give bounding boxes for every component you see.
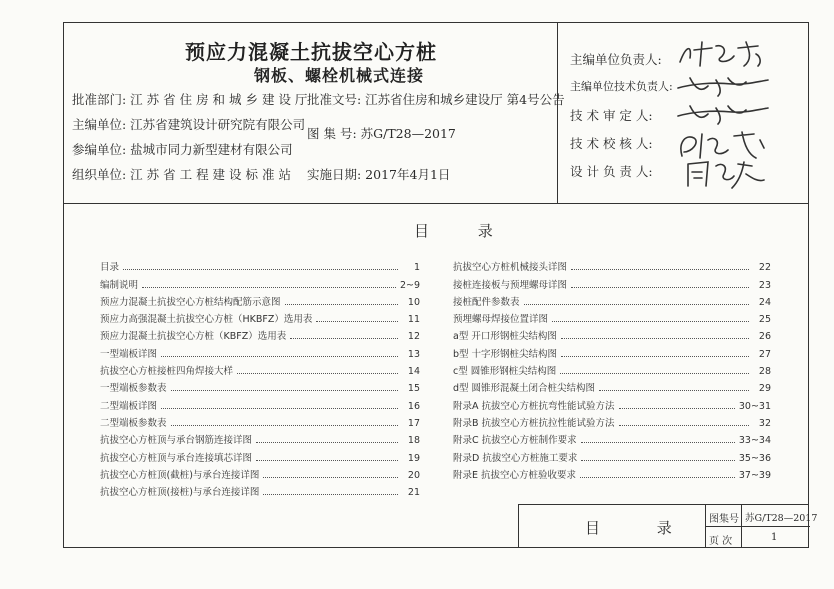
toc-page: 19 xyxy=(407,452,420,464)
toc-row[interactable] xyxy=(100,464,420,481)
toc-right-column xyxy=(453,256,771,481)
toc-title: 接桩配件参数表 xyxy=(453,296,520,308)
toc-dots xyxy=(263,494,398,495)
toc-dots xyxy=(290,338,398,339)
sign-label-chief: 主编单位负责人: xyxy=(570,52,662,67)
toc-page: 16 xyxy=(407,400,420,412)
toc-row[interactable] xyxy=(100,360,420,377)
toc-title: 预埋螺母焊接位置详图 xyxy=(453,314,549,326)
signature-2 xyxy=(672,70,772,100)
toc-dots xyxy=(580,477,735,478)
toc-page: 20 xyxy=(407,469,420,481)
toc-row[interactable] xyxy=(100,412,420,429)
toc-page: 28 xyxy=(758,366,771,378)
toc-dots xyxy=(561,338,749,339)
toc-row[interactable] xyxy=(100,291,420,308)
toc-dots xyxy=(571,287,749,288)
toc-dots xyxy=(552,321,749,322)
approve-doc: 批准文号: 江苏省住房和城乡建设厅 第4号公告 xyxy=(307,92,565,107)
toc-page: 13 xyxy=(407,348,420,360)
atlas-no-value: 苏G/T28—2017 xyxy=(745,513,818,524)
toc-dots xyxy=(619,408,735,409)
toc-page: 30~31 xyxy=(738,400,771,412)
toc-page: 15 xyxy=(407,383,420,395)
toc-title: 目录 xyxy=(100,262,120,274)
signature-3 xyxy=(672,98,772,128)
title-block-title: 目 录 xyxy=(585,519,698,537)
toc-row[interactable] xyxy=(453,446,771,463)
toc-row[interactable] xyxy=(453,377,771,394)
sign-label-tech: 主编单位技术负责人: xyxy=(570,80,673,93)
toc-title: 抗拔空心方桩接桩四角焊接大样 xyxy=(100,366,234,378)
toc-dots xyxy=(161,408,398,409)
toc-row[interactable] xyxy=(453,360,771,377)
atlas-number: 图 集 号: 苏G/T28—2017 xyxy=(307,126,456,141)
toc-dots xyxy=(571,269,749,270)
toc-row[interactable] xyxy=(453,429,771,446)
toc-row[interactable] xyxy=(100,377,420,394)
toc-title: 抗拔空心方桩顶(接桩)与承台连接详图 xyxy=(100,487,260,499)
toc-title: b型 十字形钢桩尖结构图 xyxy=(453,348,558,360)
title-block xyxy=(518,504,818,548)
toc-dots xyxy=(123,269,398,270)
impl-date: 实施日期: 2017年4月1日 xyxy=(307,167,451,182)
toc-row[interactable] xyxy=(453,273,771,290)
toc-dots xyxy=(599,390,749,391)
sign-label-design: 设 计 负 责 人: xyxy=(570,164,653,179)
toc-title: 预应力混凝土抗拔空心方桩结构配筋示意图 xyxy=(100,296,281,308)
toc-row[interactable] xyxy=(100,342,420,359)
toc-dots xyxy=(524,304,749,305)
toc-title: 附录C 抗拔空心方桩制作要求 xyxy=(453,435,577,447)
toc-page: 25 xyxy=(758,314,771,326)
toc-page: 11 xyxy=(407,314,420,326)
toc-row[interactable] xyxy=(100,394,420,411)
toc-title: 一型端板详图 xyxy=(100,348,158,360)
page-value: 1 xyxy=(771,532,778,543)
toc-row[interactable] xyxy=(100,325,420,342)
toc-dots xyxy=(560,373,749,374)
sign-label-review: 技 术 审 定 人: xyxy=(570,108,653,123)
toc-page: 22 xyxy=(758,262,771,274)
org-unit: 组织单位: 江 苏 省 工 程 建 设 标 准 站 xyxy=(72,167,291,182)
toc-title: 抗拔空心方桩顶与承台钢筋连接详图 xyxy=(100,435,253,447)
toc-page: 14 xyxy=(407,366,420,378)
chief-unit: 主编单位: 江苏省建筑设计研究院有限公司 xyxy=(72,117,306,132)
toc-row[interactable] xyxy=(100,273,420,290)
toc-title: a型 开口形钢桩尖结构图 xyxy=(453,331,557,343)
toc-page: 17 xyxy=(407,417,420,429)
toc-row[interactable] xyxy=(453,412,771,429)
toc-page: 32 xyxy=(758,417,771,429)
toc-page: 23 xyxy=(758,279,771,291)
toc-row[interactable] xyxy=(453,325,771,342)
toc-title: 预应力混凝土抗拔空心方桩（KBFZ）选用表 xyxy=(100,331,287,343)
toc-dots xyxy=(285,304,398,305)
toc-title: 附录B 抗拔空心方桩抗拉性能试验方法 xyxy=(453,417,615,429)
toc-page: 27 xyxy=(758,348,771,360)
toc-row[interactable] xyxy=(453,256,771,273)
toc-page: 1 xyxy=(413,262,420,274)
toc-title: 抗拔空心方桩顶与承台连接填芯详图 xyxy=(100,452,253,464)
toc-dots xyxy=(581,460,735,461)
toc-page: 26 xyxy=(758,331,771,343)
toc-dots xyxy=(237,373,398,374)
toc-row[interactable] xyxy=(100,308,420,325)
toc-dots xyxy=(316,321,398,322)
toc-page: 33~34 xyxy=(738,435,771,447)
toc-page: 10 xyxy=(407,296,420,308)
toc-left-column xyxy=(100,256,420,498)
toc-title: 附录A 抗拔空心方桩抗弯性能试验方法 xyxy=(453,400,615,412)
toc-row[interactable] xyxy=(453,464,771,481)
toc-title: 编制说明 xyxy=(100,279,139,291)
toc-row[interactable] xyxy=(453,394,771,411)
page-label: 页 次 xyxy=(709,536,733,547)
toc-row[interactable] xyxy=(453,308,771,325)
toc-title: 接桩连接板与预埋螺母详图 xyxy=(453,279,568,291)
atlas-no-label: 图集号 xyxy=(709,514,739,525)
signature-5 xyxy=(672,156,772,192)
toc-title: 抗拔空心方桩顶(截桩)与承台连接详图 xyxy=(100,469,260,481)
toc-heading: 目 录 xyxy=(414,222,515,240)
toc-page: 18 xyxy=(407,435,420,447)
toc-dots xyxy=(171,390,398,391)
toc-dots xyxy=(561,356,749,357)
toc-row[interactable] xyxy=(100,429,420,446)
toc-page: 12 xyxy=(407,331,420,343)
toc-title: 附录E 抗拔空心方桩验收要求 xyxy=(453,469,577,481)
toc-title: 一型端板参数表 xyxy=(100,383,167,395)
toc-row[interactable] xyxy=(100,481,420,498)
approve-dept: 批准部门: 江 苏 省 住 房 和 城 乡 建 设 厅 xyxy=(72,92,308,107)
signature-1 xyxy=(672,38,772,72)
toc-dots xyxy=(581,442,735,443)
toc-row[interactable] xyxy=(100,256,420,273)
toc-title: 预应力高强混凝土抗拔空心方桩（HKBFZ）选用表 xyxy=(100,314,313,326)
toc-dots xyxy=(263,477,398,478)
co-unit: 参编单位: 盐城市同力新型建材有限公司 xyxy=(72,142,293,157)
toc-row[interactable] xyxy=(453,342,771,359)
toc-row[interactable] xyxy=(100,446,420,463)
toc-title: d型 圆锥形混凝土闭合桩尖结构图 xyxy=(453,383,596,395)
toc-title: c型 圆锥形钢桩尖结构图 xyxy=(453,366,557,378)
toc-dots xyxy=(142,287,396,288)
toc-page: 2~9 xyxy=(399,279,420,291)
toc-title: 抗拔空心方桩机械接头详图 xyxy=(453,262,568,274)
toc-dots xyxy=(171,425,398,426)
toc-page: 37~39 xyxy=(738,469,771,481)
toc-page: 35~36 xyxy=(738,452,771,464)
sign-label-check: 技 术 校 核 人: xyxy=(570,136,653,151)
header-divider xyxy=(63,203,809,204)
atlas-subtitle: 钢板、螺栓机械式连接 xyxy=(254,66,425,85)
signature-divider xyxy=(557,22,558,203)
title-block-line xyxy=(705,526,810,527)
toc-row[interactable] xyxy=(453,291,771,308)
toc-dots xyxy=(256,460,398,461)
toc-page: 24 xyxy=(758,296,771,308)
toc-dots xyxy=(256,442,398,443)
toc-dots xyxy=(161,356,398,357)
atlas-title: 预应力混凝土抗拔空心方桩 xyxy=(185,40,437,64)
toc-page: 29 xyxy=(758,383,771,395)
toc-title: 二型端板参数表 xyxy=(100,417,167,429)
toc-title: 附录D 抗拔空心方桩施工要求 xyxy=(453,452,578,464)
toc-title: 二型端板详图 xyxy=(100,400,158,412)
toc-dots xyxy=(619,425,749,426)
toc-page: 21 xyxy=(407,487,420,499)
